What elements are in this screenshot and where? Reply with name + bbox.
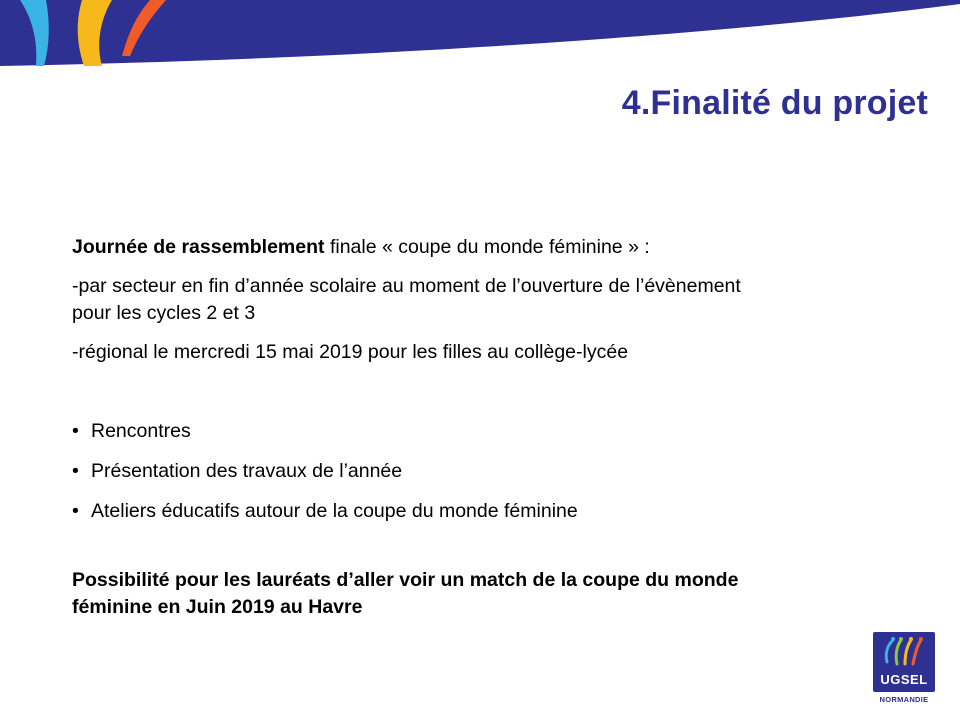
paragraph-regional: -régional le mercredi 15 mai 2019 pour les filles au collège-lycée — [72, 341, 629, 363]
bullet-item — [72, 418, 872, 445]
logo-name: UGSEL — [880, 672, 928, 687]
header-banner — [0, 0, 960, 80]
paragraph-sector-line-1: -par secteur en fin d’année scolaire au moment de l’ouverture de l’évènement — [72, 275, 741, 297]
bullet-text: Ateliers éducatifs autour de la coupe du monde féminine — [91, 500, 578, 522]
logo-box — [873, 632, 935, 692]
bullet-icon: • — [72, 420, 79, 442]
closing-line-2: féminine en Juin 2019 au Havre — [72, 596, 363, 618]
bullet-icon: • — [72, 500, 79, 522]
logo-figures-icon — [873, 632, 935, 672]
ugsel-logo — [873, 632, 935, 706]
logo-region: NORMANDIE — [879, 695, 929, 704]
paragraph-sector-line-2: pour les cycles 2 et 3 — [72, 302, 256, 324]
bullet-text: Rencontres — [91, 420, 191, 442]
bullet-text: Présentation des travaux de l’année — [91, 460, 403, 482]
bullet-item — [72, 458, 872, 485]
intro-bold: Journée de rassemblement — [72, 236, 325, 258]
bullet-list — [72, 418, 872, 525]
closing-line-1: Possibilité pour les lauréats d’aller voir un match de la coupe du monde — [72, 569, 739, 591]
slide-title: 4.Finalité du projet — [621, 84, 928, 122]
intro-rest: finale « coupe du monde féminine » : — [324, 236, 650, 258]
bullet-item — [72, 498, 872, 525]
bullet-icon: • — [72, 460, 79, 482]
slide-body — [72, 234, 872, 621]
paragraph-sector — [72, 273, 872, 327]
closing-paragraph — [72, 567, 872, 621]
intro-paragraph — [72, 234, 872, 261]
